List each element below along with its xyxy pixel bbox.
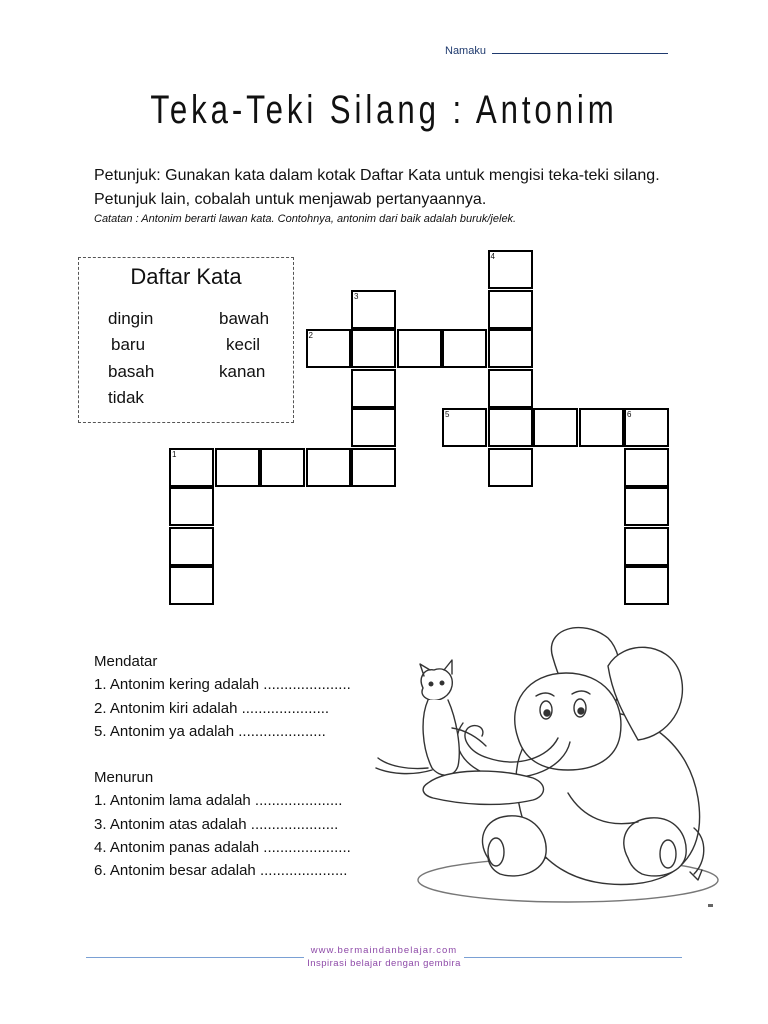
clue-number: 4 xyxy=(490,252,495,261)
crossword-cell[interactable] xyxy=(351,448,396,487)
crossword-cell[interactable] xyxy=(488,250,533,289)
clue-number: 1 xyxy=(172,449,177,459)
crossword-cell[interactable] xyxy=(533,408,578,447)
clue-number: 3 xyxy=(354,291,359,301)
crossword-cell[interactable] xyxy=(624,566,669,605)
clue-across-2: 2. Antonim kiri adalah ..................... xyxy=(94,699,330,717)
note: Catatan : Antonim berarti lawan kata. Contohnya, antonim dari baik adalah buruk/jelek. xyxy=(94,213,517,225)
crossword-cell[interactable] xyxy=(624,487,669,526)
word-item: baru xyxy=(111,335,146,354)
word-list-title: Daftar Kata xyxy=(130,264,242,289)
crossword-cell[interactable] xyxy=(488,448,533,487)
clue-across-1: 1. Antonim kering adalah ..................... xyxy=(94,676,351,694)
crossword-cell[interactable] xyxy=(579,408,624,447)
clues-section xyxy=(94,650,351,883)
down-heading: Menurun xyxy=(94,769,154,787)
crossword-cell[interactable] xyxy=(488,290,533,329)
crossword-cell[interactable] xyxy=(351,369,396,408)
crossword-cell[interactable] xyxy=(351,290,396,329)
footer-divider-right xyxy=(464,957,682,958)
footer-divider-left xyxy=(86,957,304,958)
word-item: bawah xyxy=(219,309,270,328)
crossword-cell[interactable] xyxy=(397,329,442,368)
crossword-cell[interactable] xyxy=(488,408,533,447)
crossword-cell[interactable] xyxy=(215,448,260,487)
word-item: basah xyxy=(108,362,155,381)
instructions: Petunjuk: Gunakan kata dalam kotak Daftar Kata untuk mengisi teka-teki silang. Petunjuk lain, cobalah untuk menjawab pertanyaannya. xyxy=(94,167,660,208)
elephant-with-cat-coloring-icon xyxy=(368,618,726,916)
word-item: dingin xyxy=(108,309,154,328)
footer-url[interactable]: www.bermaindanbelajar.com xyxy=(310,945,458,956)
crossword-cell[interactable] xyxy=(169,566,214,605)
crossword-cell[interactable] xyxy=(624,448,669,487)
clue-number: 5 xyxy=(445,410,450,419)
word-list-box xyxy=(78,257,294,423)
name-blank-line[interactable] xyxy=(492,44,668,54)
crossword-cell[interactable] xyxy=(306,448,351,487)
crossword-cell[interactable] xyxy=(260,448,305,487)
word-item: kanan xyxy=(219,362,266,381)
clue-down-4: 4. Antonim panas adalah ..................... xyxy=(94,839,351,857)
crossword-cell[interactable] xyxy=(624,527,669,566)
crossword-cell[interactable] xyxy=(169,487,214,526)
word-item: kecil xyxy=(226,335,261,354)
crossword-cell[interactable] xyxy=(351,329,396,368)
footer-tagline: Inspirasi belajar dengan gembira xyxy=(307,958,461,969)
clue-number: 6 xyxy=(627,410,632,419)
page-title: Teka-Teki Silang : Antonim xyxy=(150,88,618,132)
clue-down-6: 6. Antonim besar adalah ..................... xyxy=(94,862,348,880)
clue-number: 2 xyxy=(308,331,313,340)
crossword-cell[interactable] xyxy=(169,527,214,566)
word-item: tidak xyxy=(108,388,144,407)
name-field xyxy=(445,44,668,57)
name-label: Namaku xyxy=(445,45,486,57)
crossword-cell[interactable] xyxy=(488,329,533,368)
crossword-cell[interactable] xyxy=(442,329,487,368)
crossword-cell[interactable] xyxy=(442,408,487,447)
crossword-cell[interactable] xyxy=(351,408,396,447)
crossword-cell[interactable] xyxy=(169,448,214,487)
clue-down-3: 3. Antonim atas adalah ..................... xyxy=(94,815,339,833)
clue-down-1: 1. Antonim lama adalah ..................... xyxy=(94,792,343,810)
clue-across-5: 5. Antonim ya adalah ..................... xyxy=(94,722,326,740)
across-heading: Mendatar xyxy=(94,653,158,670)
crossword-cell[interactable] xyxy=(488,369,533,408)
crossword-cell[interactable] xyxy=(306,329,351,368)
crossword-cell[interactable] xyxy=(624,408,669,447)
